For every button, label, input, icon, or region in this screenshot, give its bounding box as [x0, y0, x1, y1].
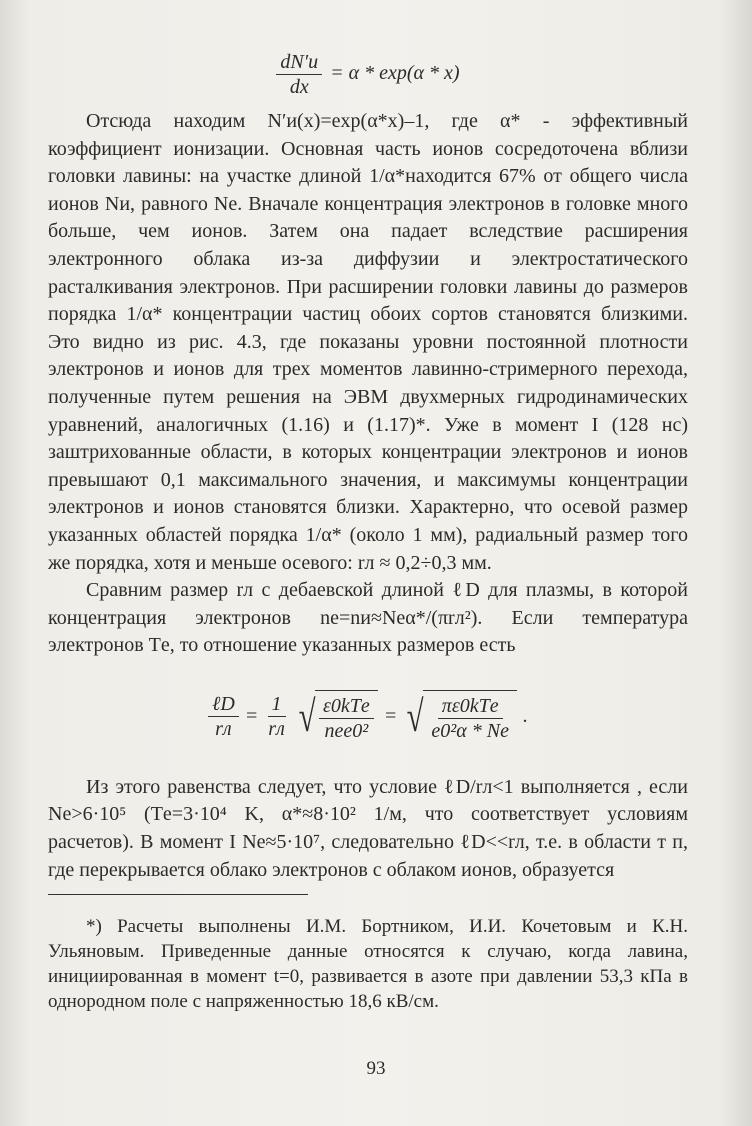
square-root-1 [295, 690, 378, 744]
fraction-denominator: rл [215, 718, 232, 741]
equals-sign: = [383, 705, 398, 728]
paragraph-ionization: Отсюда находим N′и(x)=exp(α*x)–1, где α* - эффективный коэффициент ионизации. Основная часть ионов сосредоточена вблизи головки лавины: на участке длиной 1/α*находится 67% от общего числа ионов Nи, равного Nе. Вначале концентрация электронов в головке много больше, чем ионов. Затем она падает вследствие расширения электронного облака из-за диффузии и электростатического расталкивания электронов. При расширении головки лавины до размеров порядка 1/α* концентрации частиц обоих сортов становятся близкими. Это видно из рис. 4.3, где показаны уровни постоянной плотности электронов и ионов для трех моментов лавинно-стримерного перехода, полученные путем решения на ЭВМ двухмерных гидродинамических уравнений, аналогичных (1.16) и (1.17)*. Уже в момент I (128 нс) заштрихованные области, в которых концентрации электронов и ионов превышают 0,1 максимального значения, и максимумы концентрации электронов и ионов становятся близки. Характерно, что осевой размер указанных областей порядка 1/α* (около 1 мм), радиальный размер того же порядка, хотя и меньше осевого: rл ≈ 0,2÷0,3 мм. [48, 110, 688, 574]
footnote: *) Расчеты выполнены И.М. Бортником, И.И. Кочетовым и К.Н. Ульяновым. Приведенные данные относятся к случаю, когда лавина, инициированная в момент t=0, развивается в азоте при давлении 53,3 кПа в однородном поле с напряженностью 18,6 кВ/см. [48, 916, 688, 1013]
fraction [276, 50, 322, 99]
square-root-2 [403, 690, 517, 744]
paragraph-debye-length: Сравним размер rл с дебаевской длиной ℓD для плазмы, в которой концентрация электронов nе=nи≈Nеα*/(πrл²). Если температура электронов Tе, то отношение указанных размеров есть [48, 579, 688, 657]
fraction-numerator: πε0kTе [438, 694, 503, 719]
equation-dn-dx [48, 46, 688, 102]
fraction-numerator: ℓD [208, 692, 239, 717]
fraction-denominator: dx [289, 75, 309, 98]
fraction [427, 694, 513, 743]
fraction [319, 694, 374, 743]
fraction-denominator: rл [268, 718, 285, 741]
radical-sign-icon: √ [298, 691, 316, 741]
equation-rhs: = α * exp(α * x) [330, 62, 460, 85]
page-number: 93 [366, 1058, 386, 1079]
fraction-numerator: dN′и [276, 50, 322, 75]
fraction-denominator: nеe0² [324, 719, 369, 742]
equals-sign: = [244, 705, 259, 728]
radicand [315, 690, 378, 744]
radicand [423, 690, 517, 744]
fraction-one-rl [264, 692, 289, 741]
equation-debye-ratio [48, 668, 688, 766]
fraction-ld-rl [208, 692, 239, 741]
fraction-numerator: 1 [268, 692, 286, 717]
period: . [522, 705, 528, 728]
radical-sign-icon: √ [406, 691, 424, 741]
footnote-separator [48, 894, 308, 895]
fraction-denominator: e0²α * Nе [431, 719, 509, 742]
fraction-numerator: ε0kTе [319, 694, 374, 719]
paragraph-condition: Из этого равенства следует, что условие ℓD/rл<1 выполняется , если Nе>6·10⁵ (Tе=3·10⁴ K, α*≈8·10² 1/м, что соответствует условиям расчетов). В момент I Nе≈5·10⁷, следовательно ℓD<<rл, т.е. в области т п, где перекрывается облако электронов с облаком ионов, образуется [48, 775, 688, 881]
page-content [48, 46, 688, 1033]
